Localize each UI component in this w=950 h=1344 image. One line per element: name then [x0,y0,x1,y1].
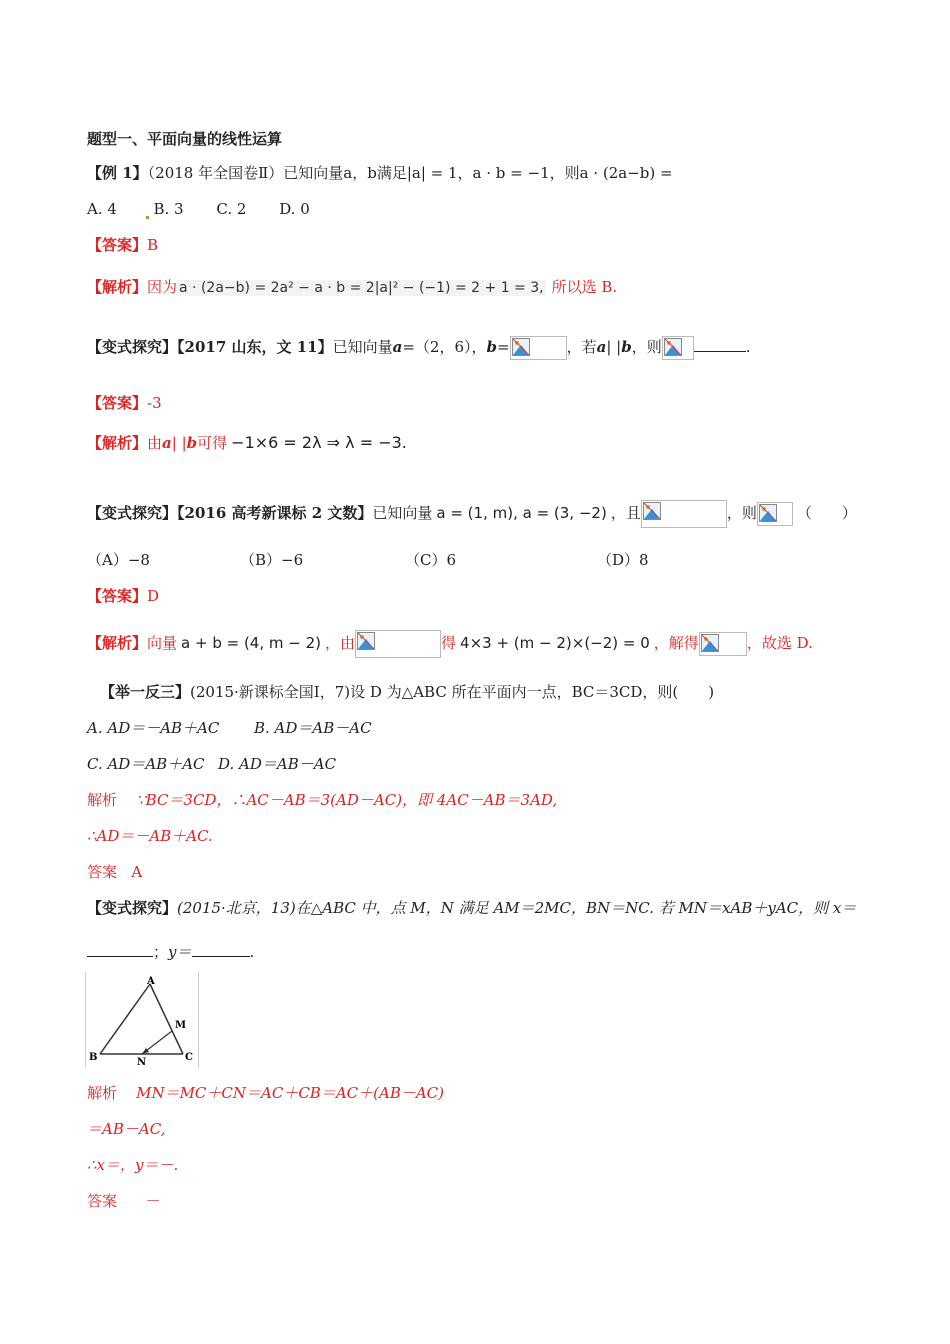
example-1-text: （2018 年全国卷Ⅱ）已知向量a，b满足|a| = 1，a · b = −1，则a · (2a−b) = [147,164,673,182]
stray-dot [146,216,149,219]
variant-2-options [87,550,649,570]
analysis-suffix: 所以选 B. [551,278,618,296]
text: ，由 [325,634,356,652]
variant-2-label: 【变式探究】 [87,504,178,522]
variant-3-label: 【变式探究】 [87,899,178,917]
variant-1-source: 【2017 山东，文 11】 [177,338,333,356]
example-3-answer [87,862,142,882]
analysis-text: ＝AB－AC, [87,1120,166,1138]
example-1-options [87,199,310,219]
analysis-formula-1: a + b = (4, m − 2) [181,634,321,652]
label-m: M [175,1020,187,1031]
label-n: N [137,1057,147,1067]
example-1-analysis [87,277,617,298]
analysis-text: ∵BC＝3CD，∴AC－AB＝3(AD－AC)，即 4AC－AB＝3AD, [136,791,558,809]
answer-value: － [145,1192,161,1210]
option-c: （C）6 [405,551,457,569]
answer-label: 【答案】 [87,236,148,254]
text: 向量 [147,634,178,652]
parallel-sign: | | [606,338,622,356]
text: . [745,338,751,356]
text: 已知向量 [332,338,393,356]
triangle-figure [85,972,199,1067]
answer-value: D [147,587,160,605]
var-a: a [162,434,172,452]
broken-image-icon [701,634,719,652]
answer-value: B [147,236,159,254]
text: ，且 [610,504,641,522]
analysis-label: 解析 [87,1084,118,1102]
option-d: D. 0 [279,200,310,218]
vectors-formula: a = (1, m), a = (3, −2) [436,504,607,522]
analysis-text: ∴AD＝－AB＋AC. [87,827,213,845]
analysis-formula: a · (2a−b) = 2a² − a · b = 2|a|² − (−1) = 2 + 1 = 3, [179,280,544,296]
var-a: a [596,338,607,356]
analysis-formula-2: 4×3 + (m − 2)×(−2) = 0 [460,634,650,652]
variant-3-analysis-line-1 [87,1083,444,1103]
example-3-text: (2015·新课标全国Ⅰ，7)设 D 为△ABC 所在平面内一点，BC＝3CD，则( ) [190,683,715,701]
label-b: B [89,1052,98,1063]
example-1-label: 【例 1】 [87,164,148,182]
analysis-formula: −1×6 = 2λ ⇒ λ = −3. [231,433,407,452]
example-3-options-row-1 [87,718,372,738]
example-3-analysis-line-1 [87,790,557,810]
answer-label: 【答案】 [87,394,148,412]
answer-blank-x [87,942,153,957]
option-b: B. 3 [153,200,184,218]
variant-3-question [87,898,856,918]
analysis-text: MN＝MC＋CN＝AC＋CB＝AC＋(AB－AC) [136,1084,445,1102]
option-a: A. AD＝－AB＋AC [87,719,220,737]
text: 由 [147,434,163,452]
variant-2-answer [87,586,159,606]
analysis-text: ∴x＝，y＝－. [87,1156,179,1174]
triangle-diagram [86,972,198,1067]
variant-1-analysis [87,433,407,453]
broken-image-icon [357,632,375,650]
example-1-question [87,163,673,183]
example-1-answer [87,235,158,255]
answer-label: 【答案】 [87,587,148,605]
variant-1-question [87,333,751,361]
variant-3-answer [87,1191,161,1211]
variant-3-text: (2015·北京，13)在△ABC 中，点 M，N 满足 AM＝2MC，BN＝NC. 若 MN＝xAB＋yAC，则 x＝ [177,899,857,917]
analysis-prefix: 因为 [147,278,178,296]
text: ，则 [726,504,757,522]
section-title: 题型一、平面向量的线性运算 [87,130,283,148]
broken-image-icon [759,504,777,522]
broken-image-icon [512,338,530,356]
analysis-label: 解析 [87,791,118,809]
text: ，若 [566,338,597,356]
option-a: （A）−8 [87,551,150,569]
variant-3-blanks [87,942,254,962]
example-3-question [100,682,714,702]
answer-blank-y [192,942,250,957]
text: =（2，6）， [402,338,487,356]
variant-1-label: 【变式探究】 [87,338,178,356]
text: 可得 [197,434,228,452]
broken-image-icon [643,502,661,520]
variant-3-analysis-line-2 [87,1119,165,1139]
option-c: C. AD＝AB＋AC [87,755,205,773]
broken-image [699,632,747,656]
option-c: C. 2 [216,200,247,218]
broken-image-icon [664,338,682,356]
side-ab [100,984,150,1054]
analysis-label: 【解析】 [87,278,148,296]
answer-value: -3 [147,394,162,412]
text: y＝ [168,943,192,961]
var-b: b [186,434,198,452]
variant-2-analysis [87,628,813,658]
analysis-label: 【解析】 [87,634,148,652]
option-a: A. 4 [87,200,117,218]
broken-image [641,500,727,528]
broken-image [757,502,793,526]
var-b: b [486,338,497,356]
var-b: b [621,338,632,356]
text: . [249,943,255,961]
option-d: （D）8 [597,551,649,569]
text: ，故选 D. [746,634,813,652]
variant-2-question [87,499,857,528]
broken-image [355,630,441,658]
broken-image [662,336,694,360]
text: 得 [441,634,457,652]
example-3-label: 【举一反三】 [100,683,191,701]
label-a: A [147,976,155,987]
option-d: D. AD＝AB－AC [218,755,337,773]
analysis-label: 【解析】 [87,434,148,452]
answer-value: A [131,863,143,881]
option-b: B. AD＝AB－AC [254,719,372,737]
text: ； [153,943,169,961]
example-3-options-row-2 [87,754,337,774]
label-c: C [185,1052,193,1063]
text: ，解得 [653,634,699,652]
broken-image [510,336,567,360]
variant-3-analysis-line-3 [87,1155,178,1175]
example-3-analysis-line-2 [87,826,213,846]
option-b: （B）−6 [240,551,304,569]
answer-label: 答案 [87,863,118,881]
parallel-sign: | | [171,434,187,452]
answer-blank [694,337,746,352]
var-a: a [392,338,403,356]
text: = [497,338,510,356]
answer-paren: （ ） [796,504,857,522]
variant-1-answer [87,393,162,413]
answer-label: 答案 [87,1192,118,1210]
text: ，则 [631,338,662,356]
variant-2-source: 【2016 高考新课标 2 文数】 [177,504,373,522]
text: 已知向量 [372,504,433,522]
